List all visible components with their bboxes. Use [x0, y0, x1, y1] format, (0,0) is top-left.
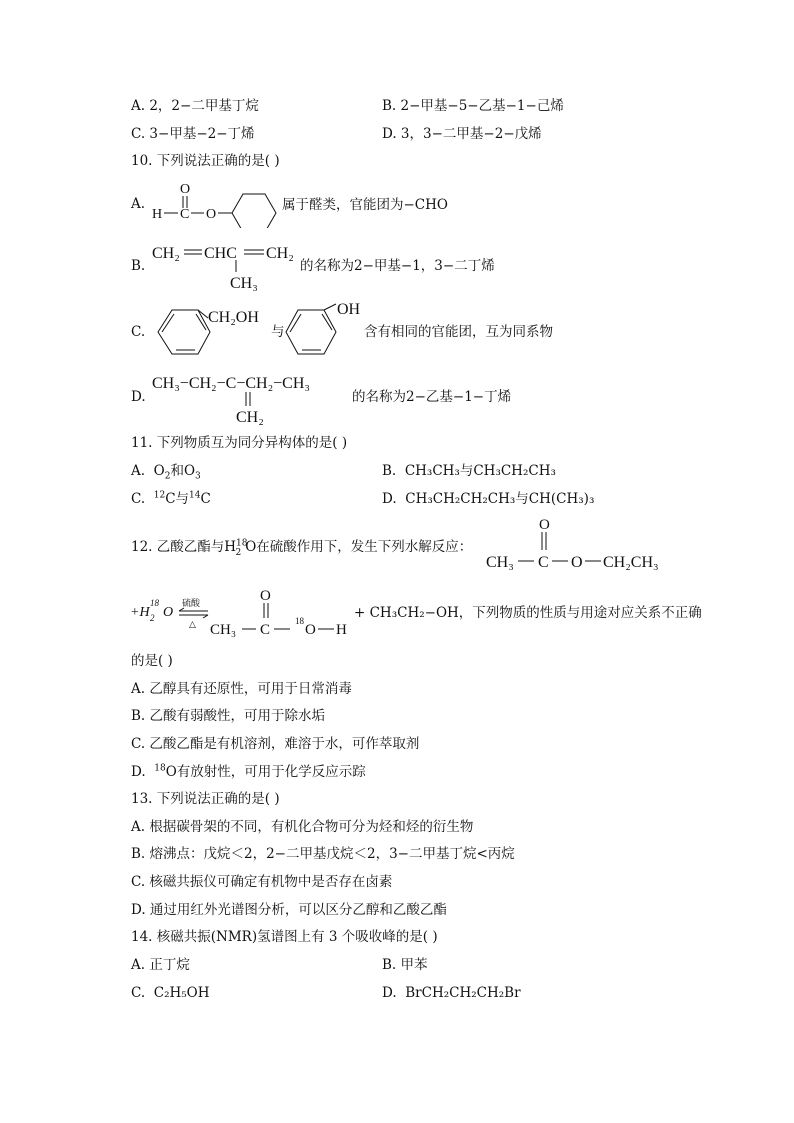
q10-option-c-label: C. — [131, 324, 146, 340]
acetic-acid-structure — [208, 584, 358, 642]
q9-option-c: C. 3−甲基−2−丁烯 — [131, 126, 255, 142]
benzyl-alcohol-structure — [150, 300, 272, 362]
phenol-structure — [284, 300, 368, 362]
water-iso: 18 — [150, 598, 159, 608]
q10-option-a-text: 属于醛类，官能团为−CHO — [282, 197, 448, 213]
acetic-acid-iso: 18 — [295, 616, 304, 626]
q14-d-label: D. — [382, 985, 397, 1001]
formate-h: H — [152, 207, 163, 222]
isoprene-ch2-left: CH₂ — [152, 245, 180, 262]
q11-option-b — [382, 465, 556, 479]
q12-option-b: B. 乙酸有弱酸性，可用于除水垢 — [131, 708, 326, 724]
ester-oxygen: O — [206, 207, 217, 222]
q11-option-d — [382, 493, 594, 507]
q13-option-b: B. 熔沸点：戊烷＜2，2−二甲基戊烷＜2，3−二甲基丁烷<丙烷 — [131, 846, 515, 862]
ethyl-acetate-o-top: O — [539, 517, 550, 533]
q12-d-label: D. — [131, 764, 146, 780]
q10-stem: 10. 下列说法正确的是( ) — [131, 153, 280, 169]
ethylbutene-ch2: CH₂ — [236, 409, 264, 426]
q13-option-a: A. 根据碳骨架的不同，有机化合物可分为烃和烃的衍生物 — [131, 819, 474, 835]
q11-c-sup2: 14 — [189, 490, 201, 501]
carbonyl-oxygen: O — [180, 182, 191, 197]
q11-c-sup1: 12 — [153, 490, 166, 501]
formate-c: C — [180, 207, 190, 222]
q12-stem-part1: 12. 乙酸乙酯与H — [131, 539, 237, 555]
q11-a-sub1: 2 — [164, 471, 171, 482]
q11-c-text2: C — [200, 491, 211, 507]
q12-option-a: A. 乙醇具有还原性，可用于日常消毒 — [131, 681, 352, 697]
q10-option-b-text: 的名称为2−甲基−1，3−二丁烯 — [300, 258, 495, 274]
q14-c-label: C. — [131, 985, 146, 1001]
q11-b-text: CH₃CH₃与CH₃CH₂CH₃ — [404, 463, 556, 479]
q11-a-label: A. — [131, 463, 146, 479]
q9-option-a: A. 2，2−二甲基丁烷 — [131, 98, 259, 114]
q11-c-text1: C与 — [165, 491, 190, 507]
q14-option-b: B. 甲苯 — [382, 957, 428, 973]
q14-stem: 14. 核磁共振(NMR)氢谱图上有 3 个吸收峰的是( ) — [131, 929, 438, 945]
q11-option-a — [131, 463, 201, 482]
q14-option-d — [382, 987, 521, 1001]
acetic-acid-ch3: CH₃ — [210, 622, 237, 638]
q11-a-and: 和O — [170, 463, 196, 479]
q11-b-label: B. — [382, 463, 397, 479]
q14-option-c — [131, 987, 210, 1001]
q10-option-a-label: A. — [131, 196, 146, 212]
q12-d-text: O有放射性，可用于化学反应示踪 — [165, 764, 366, 780]
q11-stem: 11. 下列物质互为同分异构体的是( ) — [131, 435, 348, 451]
formate-ester-structure — [148, 178, 288, 228]
acetic-acid-o: O — [305, 622, 316, 638]
q11-a-o: O — [153, 463, 165, 479]
acetic-acid-c: C — [260, 622, 271, 638]
q11-d-text: CH₃CH₂CH₂CH₃与CH(CH₃)₃ — [405, 491, 595, 507]
water-prefix: +H — [130, 605, 150, 620]
q12-reaction-tail: + CH₃CH₂−OH，下列物质的性质与用途对应关系不正确 — [354, 605, 702, 621]
q13-option-c: C. 核磁共振仪可确定有机物中是否存在卤素 — [131, 874, 393, 890]
benzyl-ch2oh: CH₂OH — [208, 309, 259, 326]
isoprene-chc: CHC — [204, 245, 237, 262]
q12-stem-end: 的是( ) — [131, 653, 173, 669]
q10-option-c-text: 含有相同的官能团，互为同系物 — [364, 324, 553, 340]
q10-option-c-mid: 与 — [271, 324, 285, 340]
q11-option-c — [131, 490, 211, 507]
acetic-acid-h: H — [336, 622, 347, 638]
q12-d-sup: 18 — [154, 763, 166, 774]
q12-stem-sub: 2 — [235, 547, 242, 558]
q12-option-c: C. 乙酸乙酯是有机溶剂，难溶于水，可作萃取剂 — [131, 736, 420, 752]
q14-option-a: A. 正丁烷 — [131, 957, 190, 973]
q9-option-b: B. 2−甲基−5−乙基−1−己烯 — [382, 98, 564, 114]
condition-top: 硫酸 — [182, 598, 201, 608]
q13-option-d: D. 通过用红外光谱图分析，可以区分乙醇和乙酸乙酯 — [131, 902, 447, 918]
q12-stem-part2: O在硫酸作用下，发生下列水解反应： — [245, 539, 473, 555]
ethyl-acetate-c: C — [538, 554, 549, 571]
ethylbutene-chain: CH₃−CH₂−C−CH₂−CH₃ — [152, 375, 310, 392]
acetic-acid-o-top: O — [260, 588, 271, 604]
water-sub: 2 — [150, 613, 155, 623]
isoprene-ch2-right: CH₂ — [266, 245, 294, 262]
q10-option-d-label: D. — [131, 389, 146, 405]
q12-stem-iso: 18 — [236, 538, 248, 549]
q11-d-label: D. — [382, 491, 397, 507]
q10-option-d-text: 的名称为2−乙基−1−丁烯 — [352, 389, 512, 405]
phenol-oh: OH — [337, 301, 361, 318]
water-o: O — [163, 605, 174, 620]
hydrolysis-reagent-structure — [128, 592, 218, 632]
q11-c-label: C. — [131, 491, 146, 507]
q11-a-sub2: 3 — [195, 471, 201, 482]
ethyl-acetate-structure — [484, 514, 674, 574]
ethyl-acetate-ch3: CH₃ — [486, 554, 514, 571]
q14-c-text: C₂H₅OH — [153, 985, 210, 1001]
isoprene-structure — [150, 238, 305, 294]
q13-stem: 13. 下列说法正确的是( ) — [131, 791, 280, 807]
ethyl-acetate-o-mid: O — [571, 554, 583, 571]
q9-option-d: D. 3，3−二甲基−2−戊烯 — [382, 126, 542, 142]
q10-option-b-label: B. — [131, 258, 146, 274]
ethylbutene-structure — [150, 368, 360, 426]
q12-option-d — [131, 763, 366, 780]
q12-stem — [131, 538, 473, 558]
condition-bottom: △ — [189, 619, 196, 629]
q14-d-text: BrCH₂CH₂CH₂Br — [405, 985, 521, 1001]
ethyl-acetate-ch2ch3: CH₂CH₃ — [603, 554, 659, 571]
isoprene-ch3: CH₃ — [230, 275, 258, 292]
